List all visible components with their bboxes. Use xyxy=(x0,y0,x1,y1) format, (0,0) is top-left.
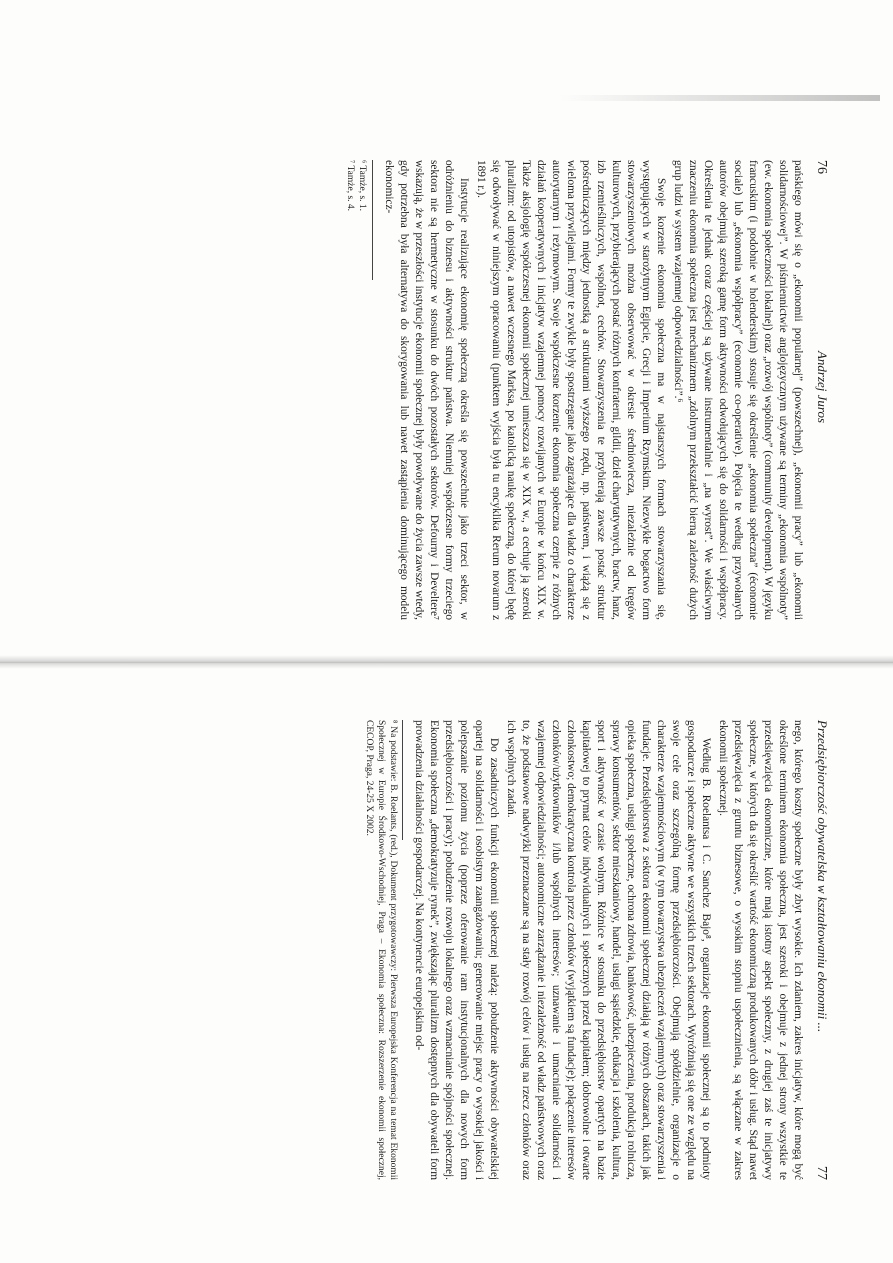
footnotes xyxy=(344,160,373,280)
page-body xyxy=(381,160,805,620)
paragraph: Według B. Roelantsa i C. Sanchez Bajo⁸, organizacje ekonomii społecznej są to podmioty gospodarcze i społeczne aktywne we wszystkich trzech sektorach. Wyróżniają się one ze względu na swoje cele oraz szczególną formę przedsiębiorczości. Obejmują spółdzielnie, organizacje o charakterze wzajemnościowym (w tym towarzystwa ubezpieczeń wzajemnych) oraz stowarzyszenia i fundacje. Przedsiębiorstwa z sektora ekonomii społecznej działają w różnych obszarach, takich jak opieka społeczna, usługi społeczne, ochrona zdrowia, bankowość, ubezpieczenia, produkcja rolnicza, sprawy konsumentów, sektor mieszkaniowy, handel, usługi sąsiedzkie, edukacja i szkolenia, kultura, sport i aktywność w czasie wolnym. Różnice w stosunku do przedsiębiorstw opartych na bazie kapitałowej to prymat celów indywidualnych i społecznych przed kapitałem; dobrowolne i otwarte członkostwo; demokratyczna kontrola przez członków (wyjątkiem są fundacje); połączenie interesów członków/użytkowników i/lub wspólnych interesów; uznawanie i umacnianie solidarności i wzajemnej odpowiedzialności; autonomiczne zarządzanie i niezależność od władz państwowych oraz to, że podstawowe nadwyżki przeznaczane są na stały rozwój celów i usług na rzecz członków oraz ich wspólnych zadań. xyxy=(505,720,712,1180)
page-76 xyxy=(110,160,830,620)
page-header xyxy=(813,160,830,620)
page-body xyxy=(411,720,805,1180)
book-gutter xyxy=(0,655,893,669)
footnotes xyxy=(363,720,403,1180)
paragraph: Swoje korzenie ekonomia społeczna ma w najstarszych formach stowarzyszania się, występujących w starożytnym Egipcie, Grecji i Imperium Rzymskim. Niezwykłe bogactwo form stowarzyszeniowych można obserwować w okresie średniowiecza, niezależnie od kręgów kulturowych, przybierających postać różnych konfraterni, gildii, dzieł charytatywnych, bractw, hanz, izb rzemieślniczych, wspólnot, cechów. Stowarzyszenia te przybierają zawsze postać struktur pośredniczących między jednostką a strukturami wyższego rzędu, np. państwem, i wiążą się z wieloma przywilejami. Formy te zwykle były spostrzegane jako zagrażające dla władz o charakterze autorytarnym i reżymowym. Swoje współczesne korzenie ekonomia społeczna czerpie z różnych działań kooperatywnych i inicjatyw wzajemnej pomocy rozwijanych w Europie w końcu XIX w. Także aksjologię współczesnej ekonomii społecznej umieszcza się w XIX w., a cechuje ją szeroki pluralizm: od utopistów, a nawet wczesnego Marksa, po katolicką naukę społeczną, do której będę się odwoływać w niniejszym opracowaniu (punktem wyjścia była tu encyklika Rerum novarum z 1891 r.). xyxy=(475,160,667,620)
footnote: ⁶ Tamże, s. 1. xyxy=(357,160,367,212)
footnote: ⁷ Tamże, s. 4. xyxy=(345,160,355,212)
running-head: Andrzej Juros xyxy=(815,350,830,424)
page-number: 76 xyxy=(814,160,829,174)
footnote: ⁸ Na podstawie: B. Roelants, (red.), Dokument przygotowawczy: Pierwsza Europejska Konferencja na temat Ekonomii Społecznej w Europie Środkowo-Wschodniej, Praga – Ekonomia społeczna: Rozszerzenie ekonomii społecznej, CECOP, Praga, 24-25 X 2002. xyxy=(364,720,398,1180)
scan-smudge xyxy=(560,95,880,101)
paragraph: Do zasadniczych funkcji ekonomii społecznej należą: pobudzenie aktywności obywatelskiej opartej na solidarności i osobistym zaangażowaniu; generowanie miejsc pracy o wysokiej jakości i polepszanie poziomu życia (poprzez oferowanie ram instytucjonalnych dla nowych form przedsiębiorczości i pracy); pobudzenie rozwoju lokalnego oraz wzmacnianie spójności społecznej. Ekonomia społeczna „demokratyzuje rynek”, zwiększając pluralizm dostępnych dla obywateli form prowadzenia działalności gospodarczej. Na kontynencie europejskim od- xyxy=(413,720,500,1180)
paragraph: pańskiego mówi się o „ekonomii popularnej” (powszechnej), „ekonomii pracy” lub „ekonomii solidarnościowej”. W piśmiennictwie anglojęzycznym używane są terminy „ekonomia wspólnoty” (ew. ekonomia społeczności lokalnej) oraz „rozwój wspólnoty” (community development). W języku francuskim (i podobnie w holenderskim) stosuje się określenie „ekonomia społeczna” (économie sociale) lub „ekonomia współpracy” (economie co-operative). Pojęcia te według przywołanych autorów obejmują szeroką gamę form aktywności odwołujących się do solidarności i współpracy. Określenia te jednak coraz częściej są używane instrumentalnie i „na wyrost”. We właściwym znaczeniu ekonomia społeczna jest mechanizmem „zdolnym przekształcić bierną zależność dużych grup ludzi w system wzajemnej odpowiedzialności”.⁶ xyxy=(672,160,804,620)
page-77 xyxy=(110,720,830,1180)
page-header xyxy=(813,720,830,1180)
paragraph: Instytucje realizujące ekonomię społeczną określa się powszechnie jako trzeci sektor, w odróżnieniu do biznesu i aktywności struktur państwa. Niemniej współczesne formy trzeciego sektora nie są hermetyczne w stosunku do dwóch pozostałych sektorów. Defourny i Develtere⁷ wskazują, że w przeszłości instytucje ekonomii społecznej były powoływane do życia zawsze wtedy, gdy potrzebna była alternatywa do skorygowania lub nawet zastąpienia dominującego modelu ekonomicz- xyxy=(383,160,470,620)
paragraph: nego, którego koszty społeczne były zbyt wysokie. Ich zdaniem, zakres inicjatyw, które mogą być określone terminem ekonomia społeczna, jest szeroki i obejmuje z jednej strony wszystkie te przedsięwzięcia ekonomiczne, które mają istotny aspekt społeczny, z drugiej zaś te inicjatywy społeczne, w których da się określić wartość ekonomiczną produkowanych dóbr i usług. Stąd nawet przedsięwzięcia z gruntu biznesowe, o wysokim stopniu uspołecznienia, są włączane w zakres ekonomii społecznej. xyxy=(717,720,804,1180)
running-head: Przedsiębiorczość obywatelska w kształtowaniu ekonomii ... xyxy=(815,720,830,1033)
page-number: 77 xyxy=(814,1166,829,1180)
